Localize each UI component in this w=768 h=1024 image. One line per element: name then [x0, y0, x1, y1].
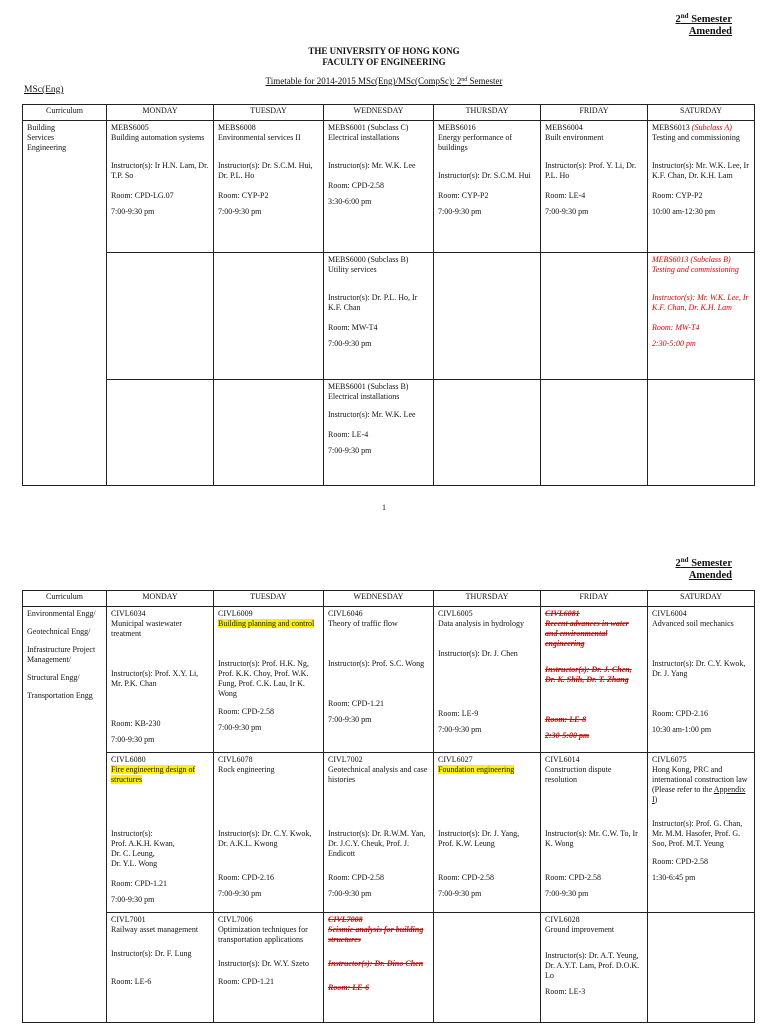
- course-cell: MEBS6004 Built environment Instructor(s): Prof. Y. Li, Dr. P.L. Ho Room: LE-4 7:00-9:30 pm: [541, 121, 648, 253]
- semester-label: 2nd Semester Amended: [675, 12, 732, 37]
- page-number: 1: [382, 503, 386, 512]
- course-cell: MEBS6013 (Subclass A) Testing and commissioning Instructor(s): Mr. W.K. Lee, Ir K.F. Chan, Dr. K.H. Lam Room: CYP-P2 10:00 am-12:30 pm: [648, 121, 755, 253]
- amended-label: Amended: [688, 570, 732, 581]
- header-tuesday: TUESDAY: [214, 591, 324, 607]
- empty-cell: [541, 253, 648, 380]
- course-cell: MEBS6000 (Subclass B) Utility services Instructor(s): Dr. P.L. Ho, Ir K.F. Chan Room: MW-T4 7:00-9:30 pm: [324, 253, 434, 380]
- empty-cell: [434, 913, 541, 1023]
- course-cell: CIVL7001 Railway asset management Instructor(s): Dr. F. Lung Room: LE-6: [107, 913, 214, 1023]
- table-row: [23, 753, 755, 913]
- header-row: [23, 105, 755, 121]
- course-cell: CIVL6009 Building planning and control Instructor(s): Prof. H.K. Ng, Prof. K.K. Choy, Prof. W.K. Fung, Prof. C.K. Lau, Ir K. Wong Room: CPD-2.58 7:00-9:30 pm: [214, 607, 324, 753]
- faculty-title: FACULTY OF ENGINEERING: [322, 57, 446, 67]
- empty-cell: [214, 253, 324, 380]
- header-wednesday: WEDNESDAY: [324, 105, 434, 121]
- cancelled-course-cell: CIVL6081 Recent advances in water and environmental engineering Instructor(s): Dr. J. Chen, Dr. K. Shih, Dr. T. Zhang Room: LE-8 2:30-5:00 pm: [541, 607, 648, 753]
- curriculum-cell: Building Services Engineering: [23, 121, 107, 486]
- header-saturday: SATURDAY: [648, 591, 755, 607]
- highlighted-title: Foundation engineering: [438, 765, 515, 774]
- table-row: [23, 253, 755, 380]
- header-friday: FRIDAY: [541, 105, 648, 121]
- header-monday: MONDAY: [107, 105, 214, 121]
- course-cell: CIVL6028 Ground improvement Instructor(s): Dr. A.T. Yeung, Dr. A.Y.T. Lam, Prof. D.O.K. Lo Room: LE-3: [541, 913, 648, 1023]
- course-cell: CIVL6080 Fire engineering design of structures Instructor(s): Prof. A.K.H. Kwan, Dr. C. Leung, Dr. Y.L. Wong Room: CPD-1.21 7:00-9:30 pm: [107, 753, 214, 913]
- appendix-link[interactable]: Appendix I: [652, 785, 746, 804]
- course-cell: CIVL7002 Geotechnical analysis and case histories Instructor(s): Dr. R.W.M. Yan, Dr. J.C.Y. Cheuk, Prof. J. Endicott Room: CPD-2.58 7:00-9:30 pm: [324, 753, 434, 913]
- timetable-table-1: [22, 104, 755, 486]
- course-cell: MEBS6001 (Subclass B) Electrical installations Instructor(s): Mr. W.K. Lee Room: LE-4 7:00-9:30 pm: [324, 380, 434, 486]
- course-cell: CIVL6034 Municipal wastewater treatment Instructor(s): Prof. X.Y. Li, Mr. P.K. Chan Room: KB-230 7:00-9:30 pm: [107, 607, 214, 753]
- highlighted-title: Building planning and control: [218, 619, 315, 628]
- course-cell: CIVL6014 Construction dispute resolution Instructor(s): Mr. C.W. To, Ir K. Wong Room: CPD-2.58 7:00-9:30 pm: [541, 753, 648, 913]
- header-friday: FRIDAY: [541, 591, 648, 607]
- course-cell: MEBS6005 Building automation systems Instructor(s): Ir H.N. Lam, Dr. T.P. So Room: CPD-LG.07 7:00-9:30 pm: [107, 121, 214, 253]
- empty-cell: [648, 380, 755, 486]
- course-cell: CIVL6046 Theory of traffic flow Instructor(s): Prof. S.C. Wong Room: CPD-1.21 7:00-9:30 pm: [324, 607, 434, 753]
- empty-cell: [214, 380, 324, 486]
- program-label: MSc(Eng): [24, 85, 64, 95]
- course-cell: CIVL6005 Data analysis in hydrology Instructor(s): Dr. J. Chen Room: LE-9 7:00-9:30 pm: [434, 607, 541, 753]
- header-wednesday: WEDNESDAY: [324, 591, 434, 607]
- course-cell: CIVL6078 Rock engineering Instructor(s): Dr. C.Y. Kwok, Dr. A.K.L. Kwong Room: CPD-2.16 7:00-9:30 pm: [214, 753, 324, 913]
- course-cell: CIVL6004 Advanced soil mechanics Instructor(s): Dr. C.Y. Kwok, Dr. J. Yang Room: CPD-2.16 10:30 am-1:00 pm: [648, 607, 755, 753]
- header-tuesday: TUESDAY: [214, 105, 324, 121]
- course-cell: CIVL6027 Foundation engineering Instructor(s): Dr. J. Yang, Prof. K.W. Leung Room: CPD-2.58 7:00-9:30 pm: [434, 753, 541, 913]
- header-curriculum: Curriculum: [23, 105, 107, 121]
- header-thursday: THURSDAY: [434, 591, 541, 607]
- amended-course-cell: MEBS6013 (Subclass B) Testing and commissioning Instructor(s): Mr. W.K. Lee, Ir K.F. Chan, Dr. K.H. Lam Room: MW-T4 2:30-5:00 pm: [648, 253, 755, 380]
- semester-label: 2nd Semester Amended: [675, 556, 732, 581]
- curriculum-cell: Environmental Engg/ Geotechnical Engg/ Infrastructure Project Management/ Structural Engg/ Transportation Engg: [23, 607, 107, 1023]
- header-row: [23, 591, 755, 607]
- cancelled-course-cell: CIVL7008 Seismic analysis for building structures Instructor(s): Dr. Dino Chen Room: LE-6: [324, 913, 434, 1023]
- course-cell: MEBS6008 Environmental services II Instructor(s): Dr. S.C.M. Hui, Dr. P.L. Ho Room: CYP-P2 7:00-9:30 pm: [214, 121, 324, 253]
- header-saturday: SATURDAY: [648, 105, 755, 121]
- highlighted-title: Fire engineering design of structures: [111, 765, 196, 784]
- empty-cell: [107, 253, 214, 380]
- table-row: [23, 380, 755, 486]
- timetable-title: Timetable for 2014-2015 MSc(Eng)/MSc(CompSc): 2nd Semester: [265, 76, 503, 86]
- empty-cell: [107, 380, 214, 486]
- course-cell: MEBS6001 (Subclass C) Electrical installations Instructor(s): Mr. W.K. Lee Room: CPD-2.58 3:30-6:00 pm: [324, 121, 434, 253]
- course-cell: CIVL6075 Hong Kong, PRC and international construction law (Please refer to the Appendix I) Instructor(s): Prof. G. Chan, Mr. M.M. Hasofer, Prof. G. Soo, Prof. M.T. Yeung Room: CPD-2.58 1:30-6:45 pm: [648, 753, 755, 913]
- table-row: [23, 913, 755, 1023]
- empty-cell: [541, 380, 648, 486]
- timetable-table-2: [22, 590, 755, 1023]
- empty-cell: [434, 253, 541, 380]
- header-thursday: THURSDAY: [434, 105, 541, 121]
- header-curriculum: Curriculum: [23, 591, 107, 607]
- course-cell: CIVL7006 Optimization techniques for transportation applications Instructor(s): Dr. W.Y. Szeto Room: CPD-1.21: [214, 913, 324, 1023]
- table-row: [23, 121, 755, 253]
- empty-cell: [648, 913, 755, 1023]
- subclass-label: (Subclass A): [691, 123, 732, 132]
- header-monday: MONDAY: [107, 591, 214, 607]
- table-row: [23, 607, 755, 753]
- university-title: THE UNIVERSITY OF HONG KONG: [308, 46, 460, 56]
- timetable-page-2: [0, 540, 768, 1024]
- amended-label: Amended: [688, 26, 732, 37]
- empty-cell: [434, 380, 541, 486]
- course-cell: MEBS6016 Energy performance of buildings Instructor(s): Dr. S.C.M. Hui Room: CYP-P2 7:00-9:30 pm: [434, 121, 541, 253]
